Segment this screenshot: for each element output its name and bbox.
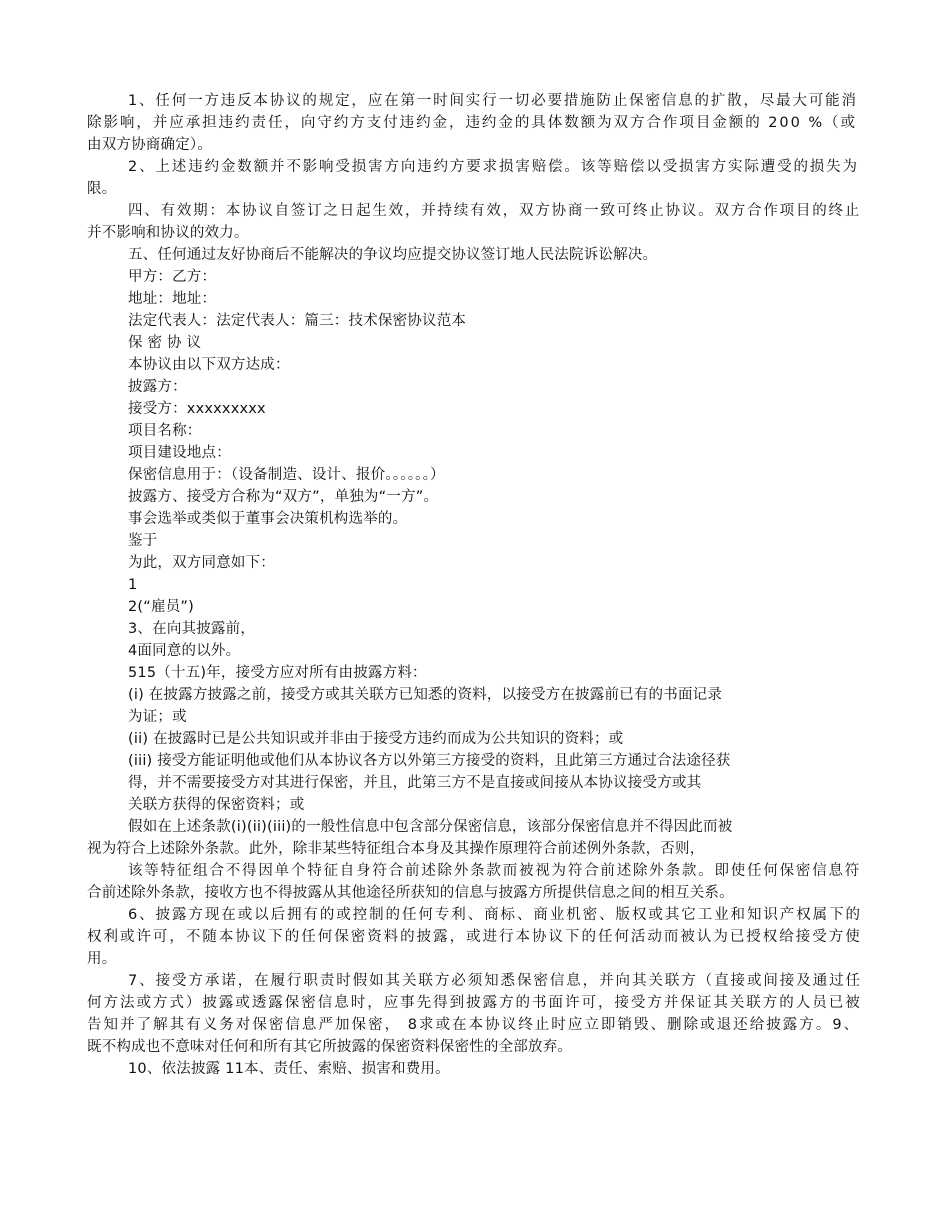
text-line: 接受方：xxxxxxxxx (128, 401, 266, 417)
text-line: 甲方：乙方： (128, 269, 217, 285)
text-line: 披露方、接受方合称为“双方”，单独为“一方”。 (128, 489, 439, 505)
text-line: 该等特征组合不得因单个特征自身符合前述除外条款而被视为符合前述除外条款。即使任何保密信息符 (128, 863, 862, 879)
text-line: 视为符合上述除外条款。此外，除非某些特征组合本身及其操作原理符合前述例外条款，否则， (87, 841, 705, 857)
text-line: 515（十五)年，接受方应对所有由披露方料： (128, 665, 427, 681)
text-line: 项目名称： (128, 423, 202, 439)
text-line: 2、上述违约金数额并不影响受损害方向违约方要求损害赔偿。该等赔偿以受损害方实际遭受的损失为 (128, 159, 859, 175)
text-line: (i) 在披露方披露之前，接受方或其关联方已知悉的资料，以接受方在披露前已有的书面记录 (128, 687, 723, 703)
text-line: 权利或许可，不随本协议下的任何保密资料的披露，或进行本协议下的任何活动而被认为已授权给接受方使 (87, 929, 862, 945)
text-line: 假如在上述条款(i)(ii)(iii)的一般性信息中包含部分保密信息，该部分保密信息并不得因此而被 (128, 819, 733, 835)
text-line: 法定代表人：法定代表人：篇三：技术保密协议范本 (128, 313, 467, 329)
text-line: 披露方： (128, 379, 187, 395)
text-line: 用。 (87, 951, 117, 967)
text-line: 并不影响和协议的效力。 (87, 225, 249, 241)
text-line: 保 密 协 议 (128, 335, 202, 351)
text-line: 合前述除外条款，接收方也不得披露从其他途径所获知的信息与披露方所提供信息之间的相互关系。 (87, 885, 734, 901)
text-line: 告知并了解其有义务对保密信息严加保密， 8求或在本协议终止时应立即销毁、删除或退还给披露方。9、 (87, 1017, 861, 1033)
text-line: 何方法或方式）披露或透露保密信息时，应事先得到披露方的书面许可，接受方并保证其关联方的人员已被 (87, 995, 862, 1011)
text-line: 2(“雇员”) (128, 599, 194, 615)
text-line: 地址：地址： (128, 291, 217, 307)
text-line: 既不构成也不意味对任何和所有其它所披露的保密资料保密性的全部放弃。 (87, 1039, 573, 1055)
text-line: 关联方获得的保密资料；或 (128, 797, 305, 813)
text-line: (iii) 接受方能证明他或他们从本协议各方以外第三方接受的资料，且此第三方通过合法途径获 (128, 753, 731, 769)
text-line: 1、任何一方违反本协议的规定，应在第一时间实行一切必要措施防止保密信息的扩散，尽最大可能消 (128, 93, 858, 109)
text-line: 为此，双方同意如下： (128, 555, 275, 571)
text-line: 1 (128, 577, 138, 593)
text-line: (ii) 在披露时已是公共知识或并非由于接受方违约而成为公共知识的资料；或 (128, 731, 624, 747)
text-line: 由双方协商确定）。 (87, 137, 213, 153)
text-line: 7、接受方承诺，在履行职责时假如其关联方必须知悉保密信息，并向其关联方（直接或间接及通过任 (128, 973, 862, 989)
text-line: 本协议由以下双方达成： (128, 357, 290, 373)
text-line: 10、依法披露 11本、责任、索赔、损害和费用。 (128, 1061, 450, 1077)
text-line: 限。 (87, 181, 117, 197)
text-line: 鉴于 (128, 533, 158, 549)
text-line: 除影响，并应承担违约责任，向守约方支付违约金，违约金的具体数额为双方合作项目金额的 200 %（或 (87, 115, 857, 131)
text-line: 项目建设地点： (128, 445, 231, 461)
text-line: 6、披露方现在或以后拥有的或控制的任何专利、商标、商业机密、版权或其它工业和知识产权属下的 (128, 907, 862, 923)
text-line: 五、任何通过友好协商后不能解决的争议均应提交协议签订地人民法院诉讼解决。 (128, 247, 658, 263)
text-line: 为证；或 (128, 709, 187, 725)
text-line: 3、在向其披露前， (128, 621, 256, 637)
text-line: 事会选举或类似于董事会决策机构选举的。 (128, 511, 408, 527)
text-line: 保密信息用于：（设备制造、设计、报价。。。。。。） (128, 467, 445, 483)
text-line: 得，并不需要接受方对其进行保密，并且，此第三方不是直接或间接从本协议接受方或其 (128, 775, 702, 791)
text-line: 4面同意的以外。 (128, 643, 241, 659)
text-line: 四、有效期：本协议自签订之日起生效，并持续有效，双方协商一致可终止协议。双方合作项目的终止 (128, 203, 862, 219)
